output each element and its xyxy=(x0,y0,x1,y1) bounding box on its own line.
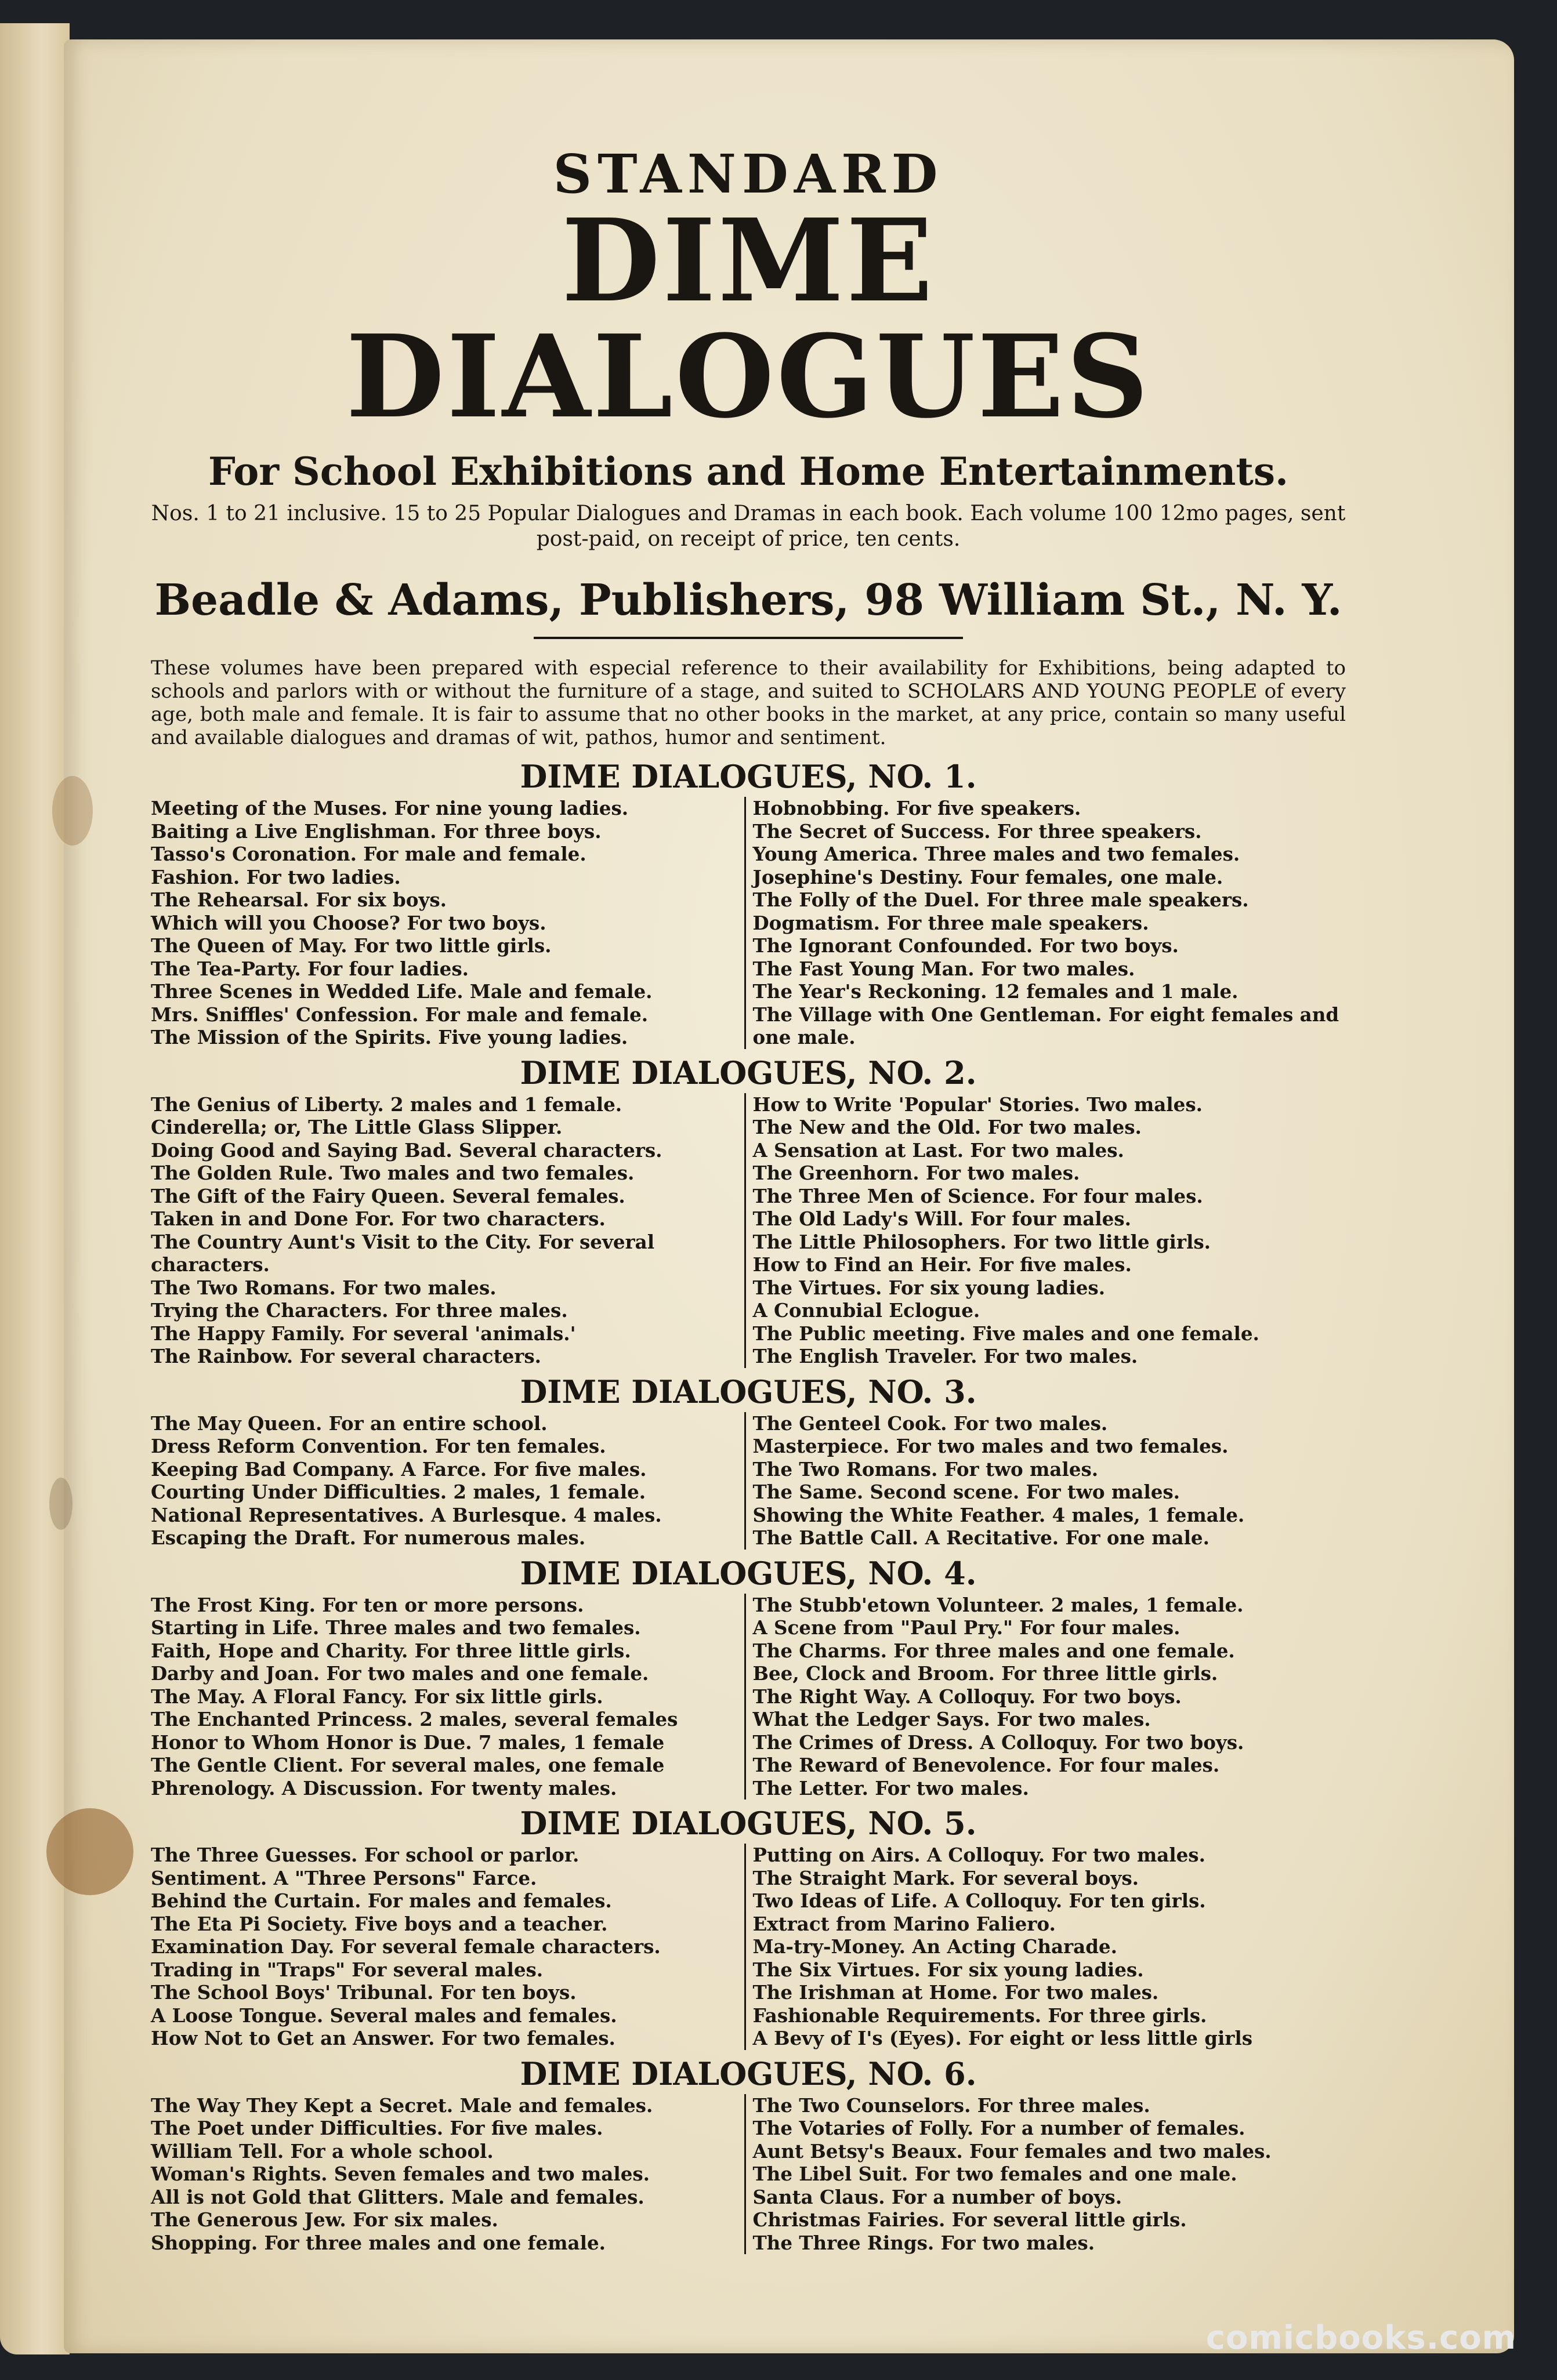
page-stain xyxy=(46,1808,133,1895)
dialogue-entry: The Rainbow. For several characters. xyxy=(151,1345,541,1367)
dialogue-entry: Hobnobbing. For five speakers. xyxy=(752,797,1081,819)
dialogue-entry: The Two Romans. For two males. xyxy=(151,1276,497,1299)
dialogue-entry: What the Ledger Says. For two males. xyxy=(752,1708,1151,1730)
dialogue-entry: The Irishman at Home. For two males. xyxy=(752,1981,1159,2004)
dialogue-entry: Behind the Curtain. For males and females. xyxy=(151,1889,612,1912)
dialogue-entry: Dogmatism. For three male speakers. xyxy=(752,911,1149,934)
dialogue-section xyxy=(151,1374,1346,1550)
dialogue-entry: The New and the Old. For two males. xyxy=(752,1116,1142,1138)
dialogue-entry: Baiting a Live Englishman. For three boys. xyxy=(151,819,602,843)
dialogue-entry: Christmas Fairies. For several little girls. xyxy=(752,2208,1187,2231)
dialogue-section xyxy=(151,1055,1346,1368)
divider xyxy=(534,637,963,639)
dialogue-entry: Shopping. For three males and one female. xyxy=(151,2231,606,2254)
dialogue-entry: The Right Way. A Colloquy. For two boys. xyxy=(752,1685,1182,1708)
dialogue-section xyxy=(151,1555,1346,1800)
dialogue-entry: The Six Virtues. For six young ladies. xyxy=(752,1958,1144,1981)
dialogue-entry: Escaping the Draft. For numerous males. xyxy=(151,1526,586,1549)
dialogue-entry: Faith, Hope and Charity. For three little girls. xyxy=(151,1639,631,1662)
dialogue-entry: The Golden Rule. Two males and two females. xyxy=(151,1162,635,1184)
dialogue-entry: The Two Counselors. For three males. xyxy=(752,2094,1150,2117)
dialogue-entry: The Queen of May. For two little girls. xyxy=(151,934,552,957)
dialogue-entry: The English Traveler. For two males. xyxy=(752,1345,1138,1367)
dialogue-entry: How to Write 'Popular' Stories. Two males. xyxy=(752,1093,1203,1116)
dialogue-entry: Keeping Bad Company. A Farce. For five males. xyxy=(151,1457,647,1481)
dialogue-entry: Examination Day. For several female characters. xyxy=(151,1935,661,1958)
right-column xyxy=(744,2094,1346,2255)
dialogue-entry: The Poet under Difficulties. For five males. xyxy=(151,2117,603,2139)
page-content xyxy=(151,145,1346,2254)
dialogue-entry: The Gift of the Fairy Queen. Several females. xyxy=(151,1184,625,1207)
dialogue-entry: Young America. Three males and two females. xyxy=(752,843,1240,865)
dialogue-entry: Meeting of the Muses. For nine young ladies. xyxy=(151,797,629,819)
left-column xyxy=(151,1594,744,1800)
dialogue-entry: The May. A Floral Fancy. For six little girls. xyxy=(151,1685,603,1708)
dialogue-entry: The Old Lady's Will. For four males. xyxy=(752,1207,1131,1230)
section-columns xyxy=(151,1594,1346,1800)
dialogue-entry: The Public meeting. Five males and one female. xyxy=(752,1322,1259,1345)
page-stain xyxy=(52,776,93,846)
dialogue-entry: National Representatives. A Burlesque. 4 males. xyxy=(151,1503,662,1526)
terms-text: Nos. 1 to 21 inclusive. 15 to 25 Popular Dialogues and Dramas in each book. Each volume 100 12mo pages, sent post-paid, on receipt of price, ten cents. xyxy=(151,502,1346,551)
dialogue-entry: Woman's Rights. Seven females and two males. xyxy=(151,2163,650,2185)
section-columns xyxy=(151,797,1346,1049)
dialogue-section xyxy=(151,2056,1346,2255)
dialogue-entry: Showing the White Feather. 4 males, 1 female. xyxy=(752,1503,1245,1526)
dialogue-entry: Three Scenes in Wedded Life. Male and female. xyxy=(151,980,653,1003)
dialogue-entry: The Letter. For two males. xyxy=(752,1776,1029,1799)
dialogue-entry: Masterpiece. For two males and two females. xyxy=(752,1435,1229,1457)
dialogue-entry: The Eta Pi Society. Five boys and a teacher. xyxy=(151,1912,608,1935)
watermark: comicbooks.com xyxy=(1205,2319,1516,2357)
dialogue-entry: Santa Claus. For a number of boys. xyxy=(752,2185,1123,2208)
dialogue-entry: William Tell. For a whole school. xyxy=(151,2139,494,2163)
dialogue-entry: Extract from Marino Faliero. xyxy=(752,1912,1056,1935)
dialogue-entry: The Folly of the Duel. For three male speakers. xyxy=(752,888,1249,911)
dialogue-entry: Fashion. For two ladies. xyxy=(151,865,401,888)
dialogue-entry: Honor to Whom Honor is Due. 7 males, 1 female xyxy=(151,1730,665,1754)
dialogue-entry: Trying the Characters. For three males. xyxy=(151,1299,568,1322)
dialogue-entry: The Stubb'etown Volunteer. 2 males, 1 female. xyxy=(752,1593,1244,1616)
dialogue-entry: The Three Guesses. For school or parlor. xyxy=(151,1844,580,1866)
dialogue-entry: The Enchanted Princess. 2 males, several females xyxy=(151,1708,678,1730)
section-title: DIME DIALOGUES, NO. 5. xyxy=(520,1805,977,1842)
section-columns xyxy=(151,1844,1346,2050)
dialogue-entry: A Loose Tongue. Several males and females. xyxy=(151,2004,617,2027)
right-column xyxy=(744,1412,1346,1550)
dialogue-entry: The Reward of Benevolence. For four males. xyxy=(752,1754,1220,1776)
dialogue-entry: The Ignorant Confounded. For two boys. xyxy=(752,934,1179,957)
dialogue-entry: How Not to Get an Answer. For two females. xyxy=(151,2027,615,2049)
dialogue-entry: Ma-try-Money. An Acting Charade. xyxy=(752,1935,1117,1958)
dialogue-entry: The Little Philosophers. For two little girls. xyxy=(752,1230,1211,1253)
dialogue-entry: The Secret of Success. For three speakers. xyxy=(752,819,1202,843)
dialogue-entry: Courting Under Difficulties. 2 males, 1 female. xyxy=(151,1481,646,1503)
page-stain xyxy=(49,1478,73,1530)
masthead-standard: STANDARD xyxy=(553,143,944,205)
dialogue-entry: Two Ideas of Life. A Colloquy. For ten girls. xyxy=(752,1889,1206,1912)
publisher-line: Beadle & Adams, Publishers, 98 William St., N. Y. xyxy=(154,575,1342,625)
dialogue-entry: The Two Romans. For two males. xyxy=(752,1457,1099,1481)
dialogue-entry: The Frost King. For ten or more persons. xyxy=(151,1593,584,1616)
right-column xyxy=(744,797,1346,1049)
dialogue-entry: The Genius of Liberty. 2 males and 1 female. xyxy=(151,1093,622,1116)
dialogue-entry: A Scene from "Paul Pry." For four males. xyxy=(752,1616,1181,1639)
dialogue-section xyxy=(151,1805,1346,2050)
section-title: DIME DIALOGUES, NO. 1. xyxy=(520,758,977,795)
dialogue-entry: The Crimes of Dress. A Colloquy. For two boys. xyxy=(752,1730,1244,1754)
dialogue-entry: The Generous Jew. For six males. xyxy=(151,2208,498,2231)
dialogue-entry: The Votaries of Folly. For a number of females. xyxy=(752,2117,1245,2139)
dialogue-entry: The Country Aunt's Visit to the City. For several characters. xyxy=(151,1230,655,1276)
section-columns xyxy=(151,2094,1346,2255)
dialogue-entry: The Happy Family. For several 'animals.' xyxy=(151,1322,576,1345)
dialogue-entry: Phrenology. A Discussion. For twenty males. xyxy=(151,1776,617,1799)
dialogue-entry: Taken in and Done For. For two characters. xyxy=(151,1207,606,1230)
dialogue-entry: Tasso's Coronation. For male and female. xyxy=(151,843,586,865)
dialogue-entry: Which will you Choose? For two boys. xyxy=(151,911,546,934)
dialogue-entry: Josephine's Destiny. Four females, one male. xyxy=(752,865,1223,888)
left-column xyxy=(151,797,744,1049)
section-columns xyxy=(151,1093,1346,1368)
dialogue-entry: The Virtues. For six young ladies. xyxy=(752,1276,1106,1299)
section-title: DIME DIALOGUES, NO. 2. xyxy=(520,1054,977,1091)
dialogue-entry: The May Queen. For an entire school. xyxy=(151,1412,548,1435)
dialogue-entry: Putting on Airs. A Colloquy. For two males. xyxy=(752,1844,1205,1866)
dialogue-entry: Starting in Life. Three males and two females. xyxy=(151,1616,641,1639)
dialogue-entry: The Straight Mark. For several boys. xyxy=(752,1866,1139,1889)
left-column xyxy=(151,1412,744,1550)
right-column xyxy=(744,1093,1346,1368)
dialogue-entry: Aunt Betsy's Beaux. Four females and two males. xyxy=(752,2139,1272,2163)
dialogue-entry: The Libel Suit. For two females and one male. xyxy=(752,2163,1237,2185)
dialogue-entry: A Connubial Eclogue. xyxy=(752,1299,980,1322)
dialogue-entry: All is not Gold that Glitters. Male and females. xyxy=(151,2185,644,2208)
dialogue-entry: The Three Rings. For two males. xyxy=(752,2231,1095,2254)
dialogue-entry: Mrs. Sniffles' Confession. For male and female. xyxy=(151,1003,649,1026)
intro-paragraph: These volumes have been prepared with especial reference to their availability for Exhibitions, being adapted to schools and parlors with or without the furniture of a stage, and suited to SCHOLARS AND YOUNG PEOPLE of every age, both male and female. It is fair to assume that no other books in the market, at any price, contain so many useful and available dialogues and dramas of wit, pathos, humor and sentiment. xyxy=(151,656,1346,749)
dialogue-entry: The Genteel Cook. For two males. xyxy=(752,1412,1108,1435)
dialogue-section xyxy=(151,759,1346,1049)
dialogue-entry: The Three Men of Science. For four males. xyxy=(752,1184,1203,1207)
dialogue-entry: Fashionable Requirements. For three girls. xyxy=(752,2004,1207,2027)
dialogue-entry: Dress Reform Convention. For ten females. xyxy=(151,1435,606,1457)
dialogue-entry: The Tea-Party. For four ladies. xyxy=(151,957,469,980)
dialogue-entry: The Battle Call. A Recitative. For one male. xyxy=(752,1526,1210,1549)
left-column xyxy=(151,1844,744,2050)
dialogue-sections xyxy=(151,759,1346,2254)
dialogue-entry: Trading in "Traps" For several males. xyxy=(151,1958,544,1981)
dialogue-entry: A Sensation at Last. For two males. xyxy=(752,1138,1124,1162)
dialogue-entry: Darby and Joan. For two males and one female. xyxy=(151,1662,649,1685)
dialogue-entry: The Charms. For three males and one female. xyxy=(752,1639,1235,1662)
dialogue-entry: The Fast Young Man. For two males. xyxy=(752,957,1135,980)
section-columns xyxy=(151,1412,1346,1550)
dialogue-entry: The School Boys' Tribunal. For ten boys. xyxy=(151,1981,577,2004)
left-column xyxy=(151,2094,744,2255)
right-column xyxy=(744,1844,1346,2050)
masthead-title: DIME DIALOGUES xyxy=(346,194,1151,444)
dialogue-entry: Doing Good and Saying Bad. Several characters. xyxy=(151,1138,662,1162)
left-page-edge xyxy=(0,23,70,2354)
section-title: DIME DIALOGUES, NO. 4. xyxy=(520,1554,977,1592)
dialogue-entry: The Way They Kept a Secret. Male and females. xyxy=(151,2094,653,2117)
dialogue-entry: A Bevy of I's (Eyes). For eight or less little girls xyxy=(752,2027,1253,2049)
section-title: DIME DIALOGUES, NO. 6. xyxy=(520,2055,977,2092)
dialogue-entry: Sentiment. A "Three Persons" Farce. xyxy=(151,1866,537,1889)
right-column xyxy=(744,1594,1346,1800)
section-title: DIME DIALOGUES, NO. 3. xyxy=(520,1373,977,1410)
dialogue-entry: The Year's Reckoning. 12 females and 1 male. xyxy=(752,980,1239,1003)
dialogue-entry: Bee, Clock and Broom. For three little girls. xyxy=(752,1662,1218,1685)
dialogue-entry: The Greenhorn. For two males. xyxy=(752,1162,1080,1184)
dialogue-entry: The Rehearsal. For six boys. xyxy=(151,888,447,911)
dialogue-entry: Cinderella; or, The Little Glass Slipper. xyxy=(151,1116,563,1138)
dialogue-entry: The Same. Second scene. For two males. xyxy=(752,1481,1180,1503)
dialogue-entry: The Gentle Client. For several males, one female xyxy=(151,1754,665,1776)
dialogue-entry: The Village with One Gentleman. For eight females and one male. xyxy=(752,1003,1339,1048)
subtitle: For School Exhibitions and Home Entertainments. xyxy=(208,449,1288,494)
dialogue-entry: The Mission of the Spirits. Five young ladies. xyxy=(151,1026,628,1048)
dialogue-entry: How to Find an Heir. For five males. xyxy=(752,1253,1132,1276)
left-column xyxy=(151,1093,744,1368)
